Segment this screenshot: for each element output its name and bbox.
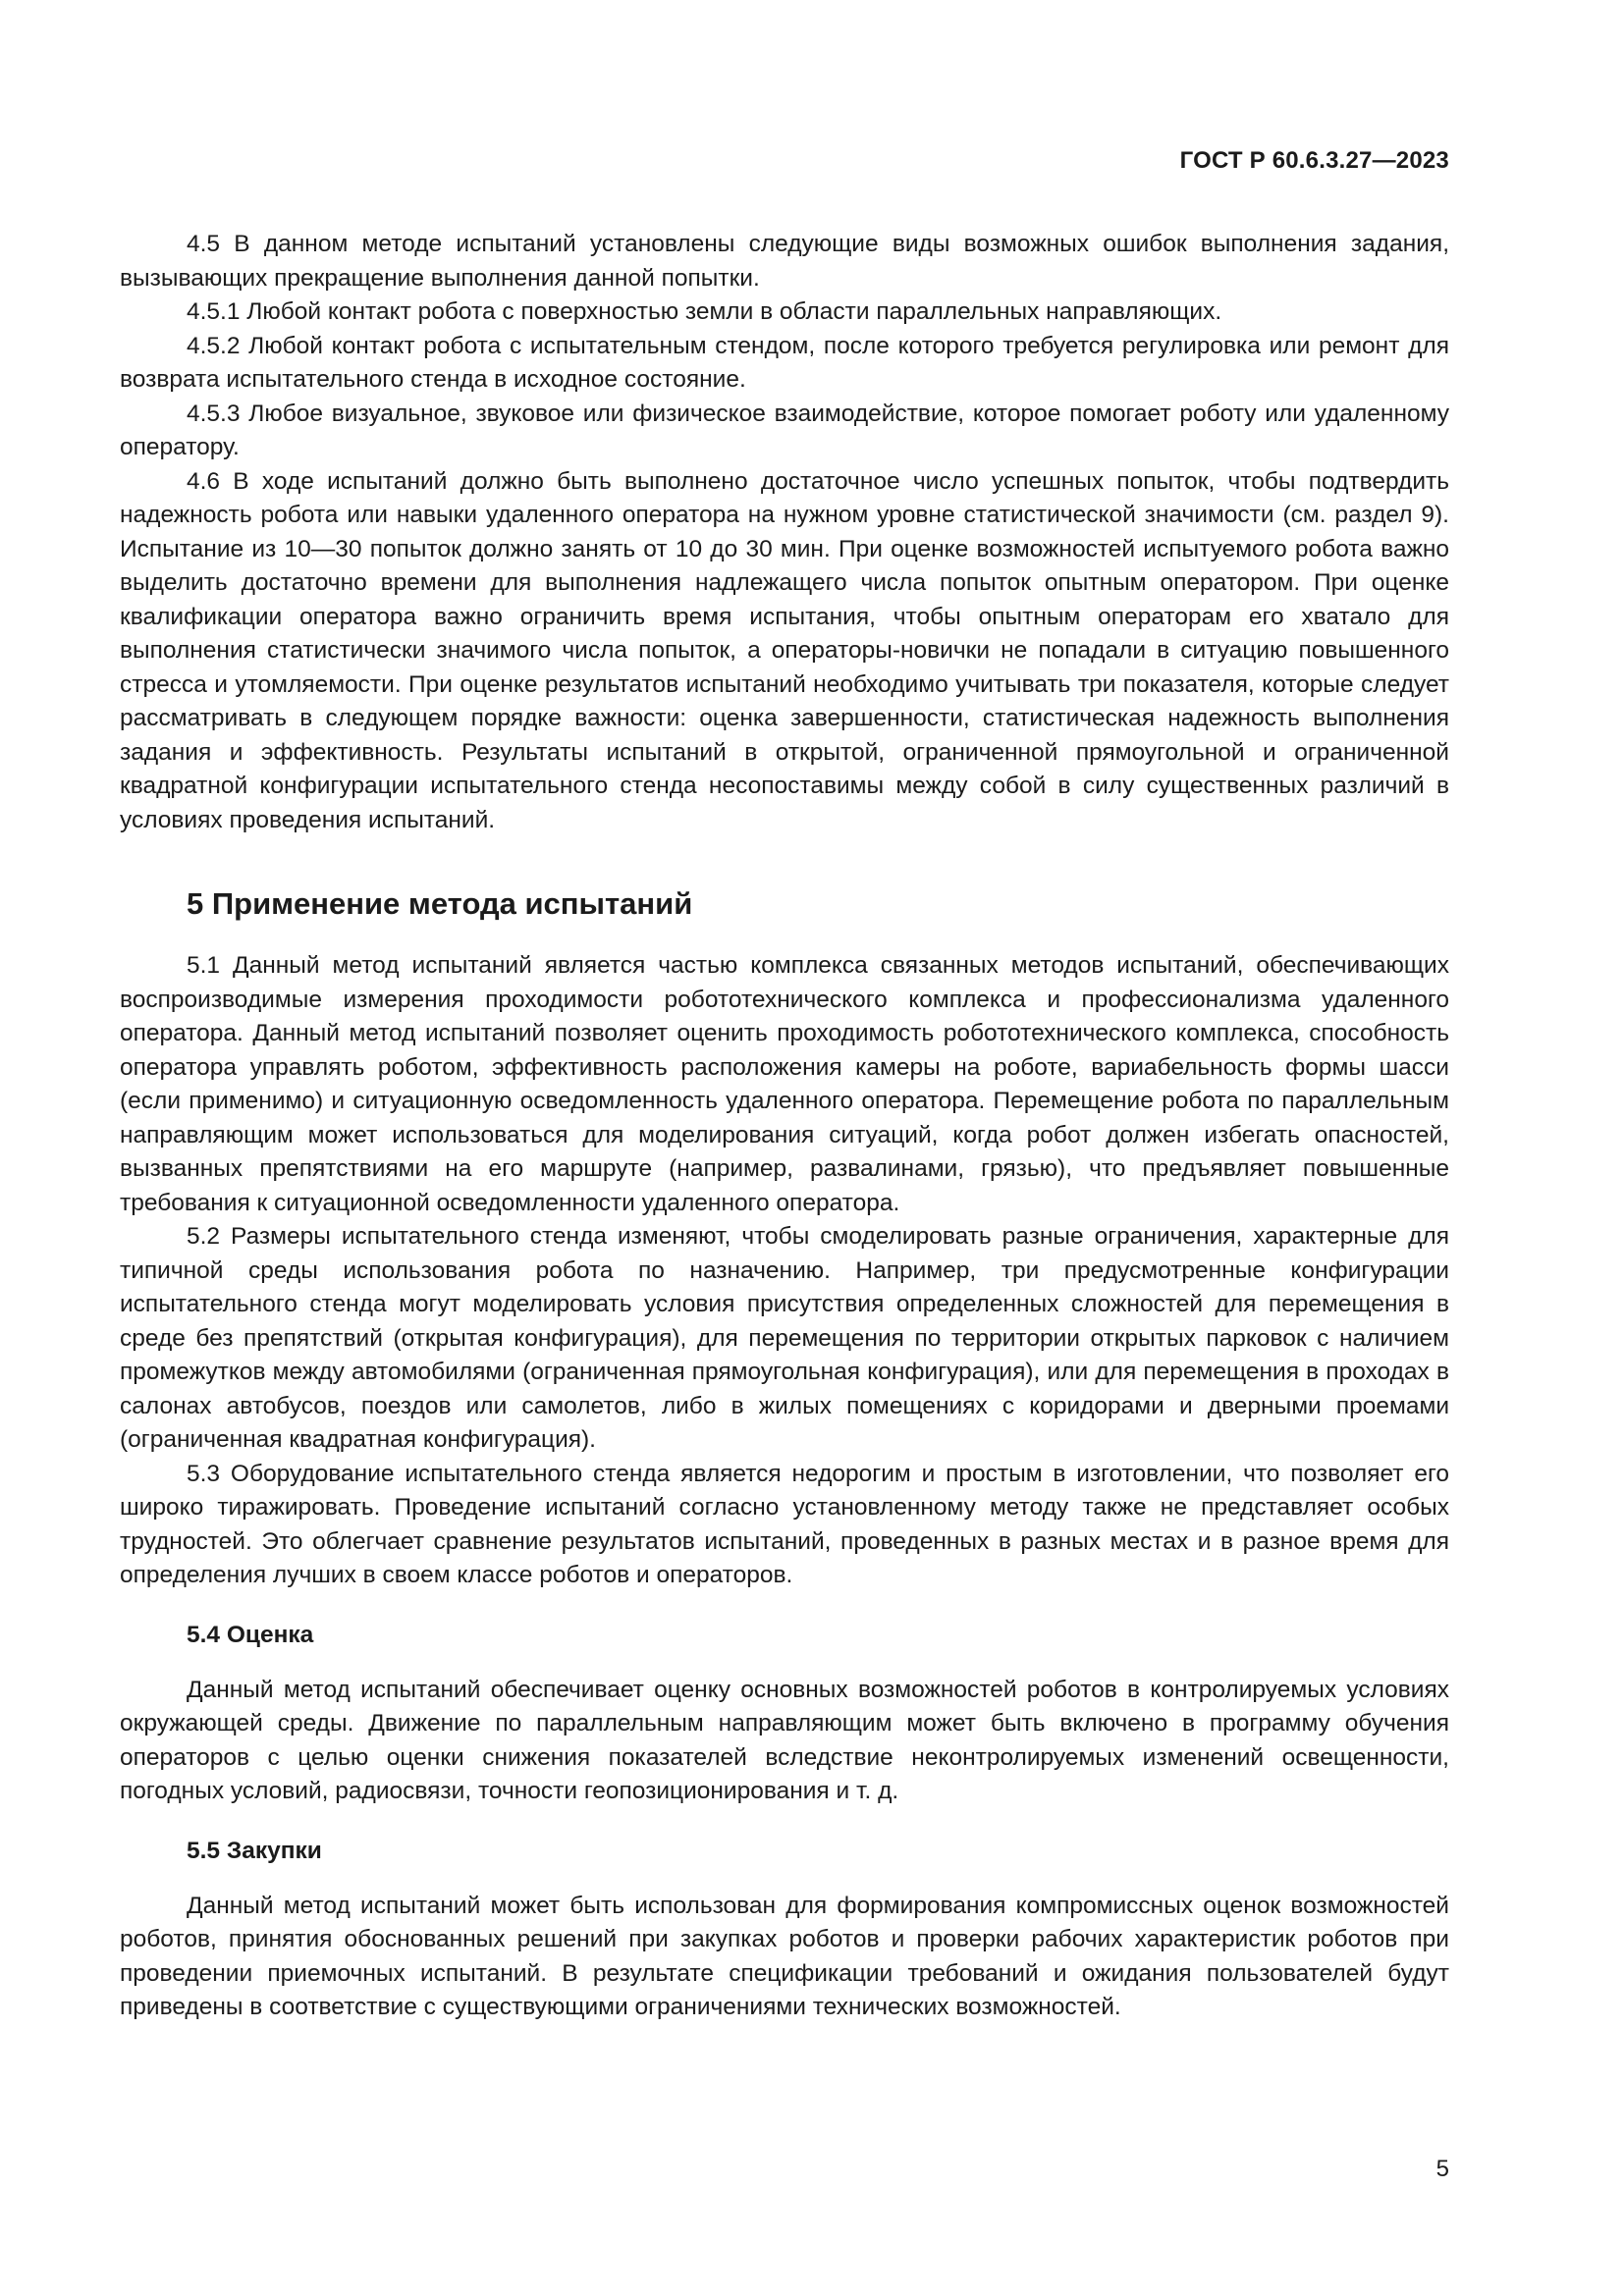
section-5-4-heading: 5.4 Оценка bbox=[187, 1621, 314, 1648]
paragraph-4-5-2: 4.5.2 Любой контакт робота с испытательным стендом, после которого требуется регулировка или ремонт для возврата испытательного стенда в исходное состояние. bbox=[120, 332, 1449, 393]
section-5-heading: 5 Применение метода испытаний bbox=[187, 886, 693, 921]
paragraph-4-5: 4.5 В данном методе испытаний установлены следующие виды возможных ошибок выполнения задания, вызывающих прекращение выполнения данной попытки. bbox=[120, 231, 1449, 292]
paragraph-4-5-3: 4.5.3 Любое визуальное, звуковое или физическое взаимодействие, которое помогает роботу или удаленному оператору. bbox=[120, 400, 1449, 460]
paragraph-5-5: Данный метод испытаний может быть использован для формирования компромиссных оценок возможностей роботов, принятия обоснованных решений при закупках роботов и проверки рабочих характеристик роботов при проведении приемочных испытаний. В результате спецификации требований и ожидания пользователей будут приведены в соответствие с существующими ограничениями технических возможностей. bbox=[120, 1892, 1449, 2020]
paragraph-4-5-1: 4.5.1 Любой контакт робота с поверхностью земли в области параллельных направляющих. bbox=[187, 298, 1222, 325]
paragraph-5-4: Данный метод испытаний обеспечивает оценку основных возможностей роботов в контролируемых условиях окружающей среды. Движение по параллельным направляющим может быть включено в программу обучения операторов с целью оценки снижения показателей вследствие неконтролируемых изменений освещенности, погодных условий, радиосвязи, точности геопозиционирования и т. д. bbox=[120, 1676, 1449, 1804]
paragraph-4-6: 4.6 В ходе испытаний должно быть выполнено достаточное число успешных попыток, чтобы подтвердить надежность робота или навыки удаленного оператора на нужном уровне статистической значимости (см. раздел 9). Испытание из 10—30 попыток должно занять от 10 до 30 мин. При оценке возможностей испытуемого робота важно выделить достаточно времени для выполнения надлежащего числа попыток опытным оператором. При оценке квалификации оператора важно ограничить время испытания, чтобы опытным операторам его хватало для выполнения статистически значимого числа попыток, а операторы-новички не попадали в ситуацию повышенного стресса и утомляемости. При оценке результатов испытаний необходимо учитывать три показателя, которые следует рассматривать в следующем порядке важности: оценка завершенности, статистическая надежность выполнения задания и эффективность. Результаты испытаний в открытой, ограниченной прямоугольной и ограниченной квадратной конфигурации испытательного стенда несопоставимы между собой в силу существенных различий в условиях проведения испытаний. bbox=[120, 467, 1449, 833]
section-5-5-heading: 5.5 Закупки bbox=[187, 1837, 322, 1864]
page-number: 5 bbox=[1435, 2156, 1449, 2182]
page-content bbox=[120, 228, 1449, 2025]
paragraph-5-3: 5.3 Оборудование испытательного стенда является недорогим и простым в изготовлении, что позволяет его широко тиражировать. Проведение испытаний согласно установленному методу также не представляет особых трудностей. Это облегчает сравнение результатов испытаний, проведенных в разных местах и в разное время для определения лучших в своем классе роботов и операторов. bbox=[120, 1460, 1449, 1588]
paragraph-5-2: 5.2 Размеры испытательного стенда изменяют, чтобы смоделировать разные ограничения, характерные для типичной среды использования робота по назначению. Например, три предусмотренные конфигурации испытательного стенда могут моделировать условия присутствия определенных сложностей для перемещения в среде без препятствий (открытая конфигурация), для перемещения по территории открытых парковок с наличием промежутков между автомобилями (ограниченная прямоугольная конфигурация), или для перемещения в проходах в салонах автобусов, поездов или самолетов, либо в жилых помещениях с коридорами и дверными проемами (ограниченная квадратная конфигурация). bbox=[120, 1223, 1449, 1453]
paragraph-5-1: 5.1 Данный метод испытаний является частью комплекса связанных методов испытаний, обеспечивающих воспроизводимые измерения проходимости робототехнического комплекса и профессионализма удаленного оператора. Данный метод испытаний позволяет оценить проходимость робототехнического комплекса, способность оператора управлять роботом, эффективность расположения камеры на роботе, вариабельность формы шасси (если применимо) и ситуационную осведомленность удаленного оператора. Перемещение робота по параллельным направляющим может использоваться для моделирования ситуаций, когда робот должен избегать опасностей, вызванных препятствиями на его маршруте (например, развалинами, грязью), что предъявляет повышенные требования к ситуационной осведомленности удаленного оператора. bbox=[120, 952, 1449, 1216]
document-code-header: ГОСТ Р 60.6.3.27—2023 bbox=[1179, 147, 1449, 174]
